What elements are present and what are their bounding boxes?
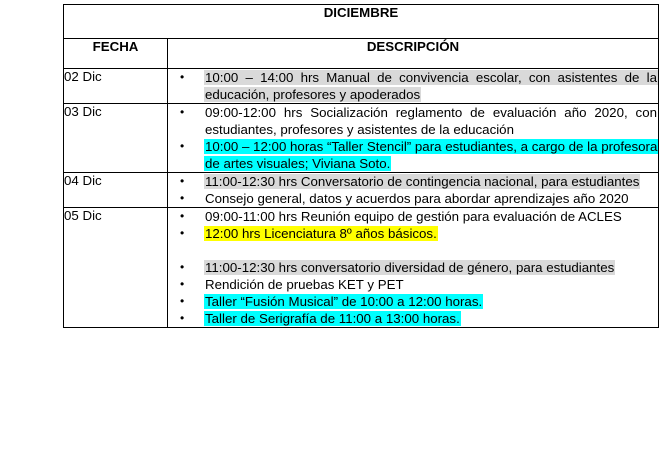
bullet-icon: • [180, 105, 185, 119]
list-item [168, 276, 658, 293]
bullet-icon: • [180, 209, 185, 223]
bullet-icon: • [180, 260, 185, 274]
item-text: 11:00-12:30 hrs conversatorio diversidad de género, para estudiantes [205, 260, 615, 275]
description-cell [168, 69, 659, 104]
table-row [64, 104, 659, 173]
list-item [168, 293, 658, 310]
table-row [64, 69, 659, 104]
item-text: 09:00-12:00 hrs Socialización reglamento de evaluación año 2020, con estudiantes, profesores y asistentes de la educación [205, 105, 657, 137]
list-item [168, 190, 658, 207]
list-item [168, 69, 658, 103]
item-text: 11:00-12:30 hrs Conversatorio de contingencia nacional, para estudiantes [205, 174, 640, 189]
bullet-icon: • [180, 226, 185, 240]
item-text: Consejo general, datos y acuerdos para abordar aprendizajes año 2020 [205, 191, 629, 206]
list-item [168, 208, 658, 225]
list-item [168, 104, 658, 138]
header-fecha: FECHA [64, 39, 168, 69]
date-cell: 05 Dic [64, 208, 168, 328]
list-item [168, 173, 658, 190]
item-text: Taller “Fusión Musical” de 10:00 a 12:00 horas. [205, 294, 483, 309]
description-cell [168, 173, 659, 208]
header-descripcion: DESCRIPCIÓN [168, 39, 659, 69]
table-row [64, 208, 659, 328]
bullet-icon: • [180, 191, 185, 205]
description-cell [168, 208, 659, 328]
date-cell: 04 Dic [64, 173, 168, 208]
bullet-icon: • [180, 174, 185, 188]
bullet-icon: • [180, 311, 185, 325]
bullet-icon: • [180, 294, 185, 308]
item-text: 10:00 – 14:00 hrs Manual de convivencia escolar, con asistentes de la educación, profesores y apoderados [205, 70, 657, 102]
list-item [168, 225, 658, 242]
list-item [168, 138, 658, 172]
date-cell: 02 Dic [64, 69, 168, 104]
description-cell [168, 104, 659, 173]
bullet-icon: • [180, 70, 185, 84]
item-text: 09:00-11:00 hrs Reunión equipo de gestión para evaluación de ACLES [205, 209, 622, 224]
blank-line [168, 242, 658, 259]
bullet-icon: • [180, 277, 185, 291]
month-title: DICIEMBRE [64, 5, 659, 39]
table-row [64, 173, 659, 208]
item-text: Taller de Serigrafía de 11:00 a 13:00 horas. [205, 311, 460, 326]
item-text: 12:00 hrs Licenciatura 8º años básicos. [205, 226, 437, 241]
list-item [168, 259, 658, 276]
schedule-table [63, 4, 659, 328]
bullet-icon: • [180, 139, 185, 153]
item-text: Rendición de pruebas KET y PET [205, 277, 404, 292]
item-text: 10:00 – 12:00 horas “Taller Stencil” para estudiantes, a cargo de la profesora de artes visuales; Viviana Soto. [205, 139, 658, 171]
date-cell: 03 Dic [64, 104, 168, 173]
list-item [168, 310, 658, 327]
